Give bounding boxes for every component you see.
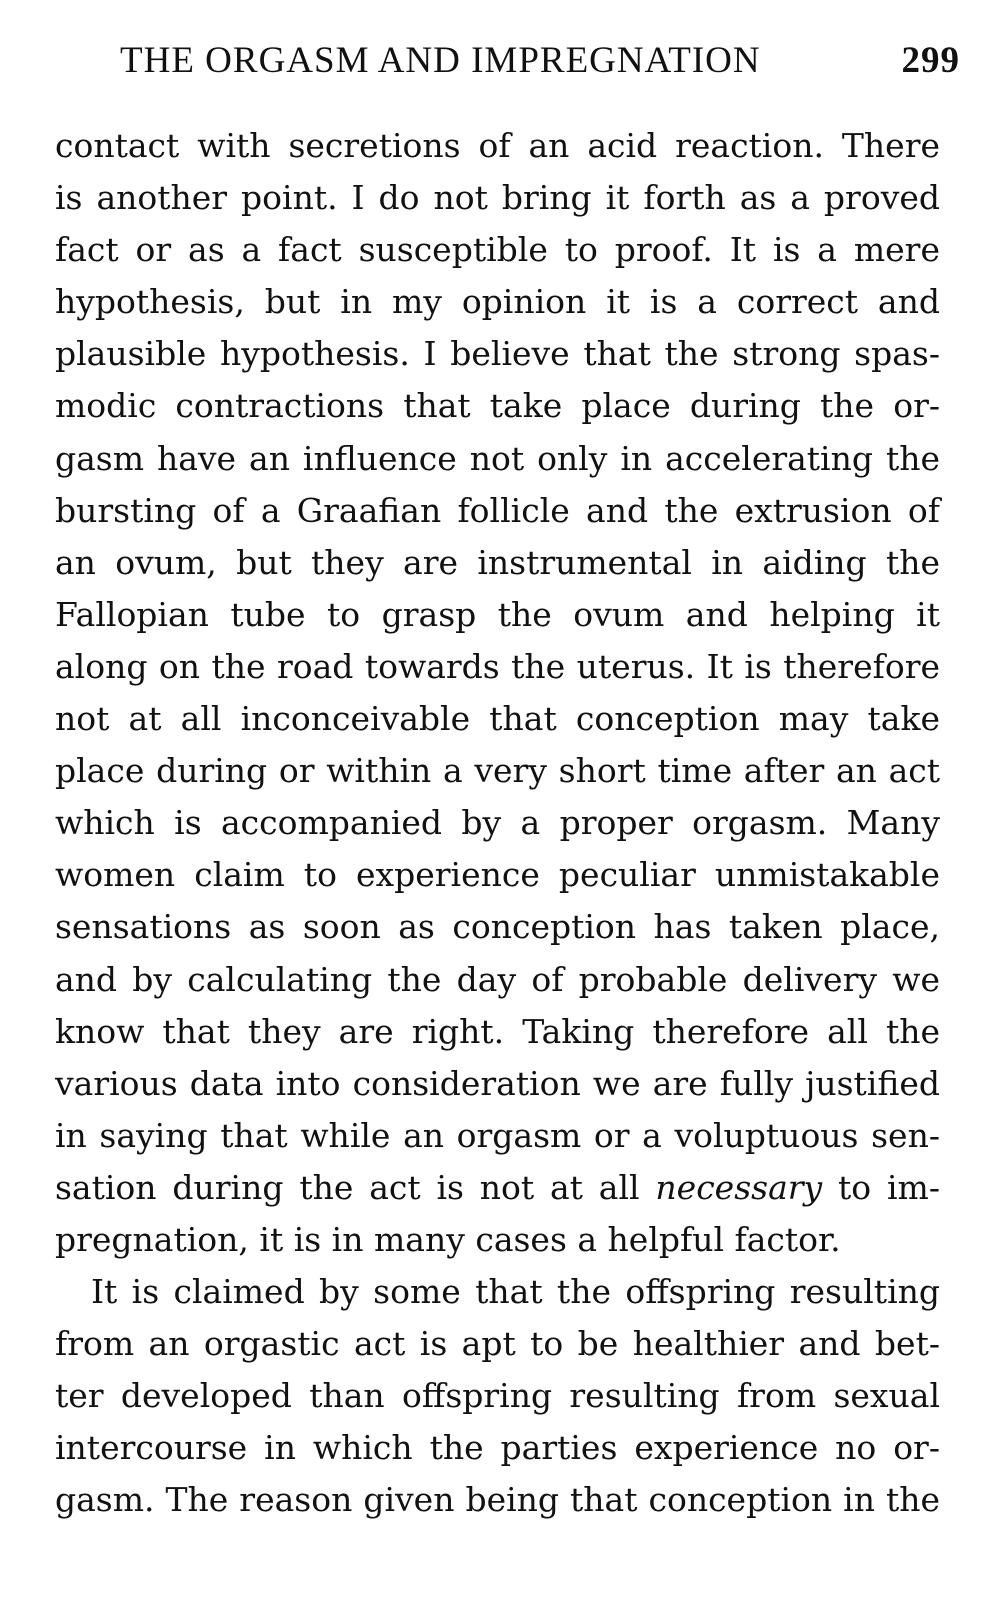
text-line: bursting of a Graafian follicle and the extrusion of (55, 490, 940, 530)
text-line: fact or as a fact susceptible to proof. It is a mere (55, 230, 940, 270)
page-number: 299 (901, 40, 960, 81)
text-line: women claim to experience peculiar unmistakable (55, 855, 940, 895)
text-segment: sation during the act is not at all (55, 1167, 656, 1207)
body-text (55, 120, 940, 1527)
text-line: an ovum, but they are instrumental in aiding the (55, 542, 940, 582)
text-line: contact with secretions of an acid reaction. There (55, 126, 940, 165)
text-line: modic contractions that take place during the or- (55, 386, 940, 426)
text-line-with-emphasis (55, 1162, 940, 1214)
text-line: pregnation, it is in many cases a helpful factor. (55, 1219, 841, 1259)
text-line: in saying that while an orgasm or a voluptuous sen- (55, 1115, 940, 1155)
emphasized-word: necessary (655, 1167, 823, 1207)
text-line: place during or within a very short time after an act (55, 751, 940, 791)
text-line: various data into consideration we are fully justified (55, 1063, 940, 1103)
text-line: which is accompanied by a proper orgasm. Many (55, 803, 940, 843)
text-line: sensations as soon as conception has taken place, (55, 907, 940, 947)
paragraph (55, 120, 940, 1266)
text-line: know that they are right. Taking therefore all the (55, 1011, 940, 1051)
running-title: THE ORGASM AND IMPREGNATION (120, 40, 761, 81)
paragraph (55, 1266, 940, 1526)
text-line: hypothesis, but in my opinion it is a correct and (55, 282, 940, 322)
text-line: gasm. The reason given being that conception in the (55, 1480, 940, 1520)
text-line: from an orgastic act is apt to be healthier and bet- (55, 1324, 940, 1364)
text-line: ter developed than offspring resulting from sexual (55, 1376, 940, 1416)
text-line: intercourse in which the parties experience no or- (55, 1428, 940, 1468)
text-line: Fallopian tube to grasp the ovum and helping it (55, 594, 940, 634)
text-line: not at all inconceivable that conception may take (55, 699, 940, 739)
text-line: is another point. I do not bring it forth as a proved (55, 178, 940, 218)
text-line: and by calculating the day of probable delivery we (55, 959, 940, 999)
text-line: It is claimed by some that the offspring resulting (91, 1272, 940, 1312)
text-line: along on the road towards the uterus. It is therefore (55, 646, 940, 686)
running-header (120, 36, 960, 86)
text-segment: to im- (822, 1167, 940, 1207)
text-line: plausible hypothesis. I believe that the strong spas- (55, 334, 940, 374)
text-line: gasm have an influence not only in accelerating the (55, 438, 940, 478)
